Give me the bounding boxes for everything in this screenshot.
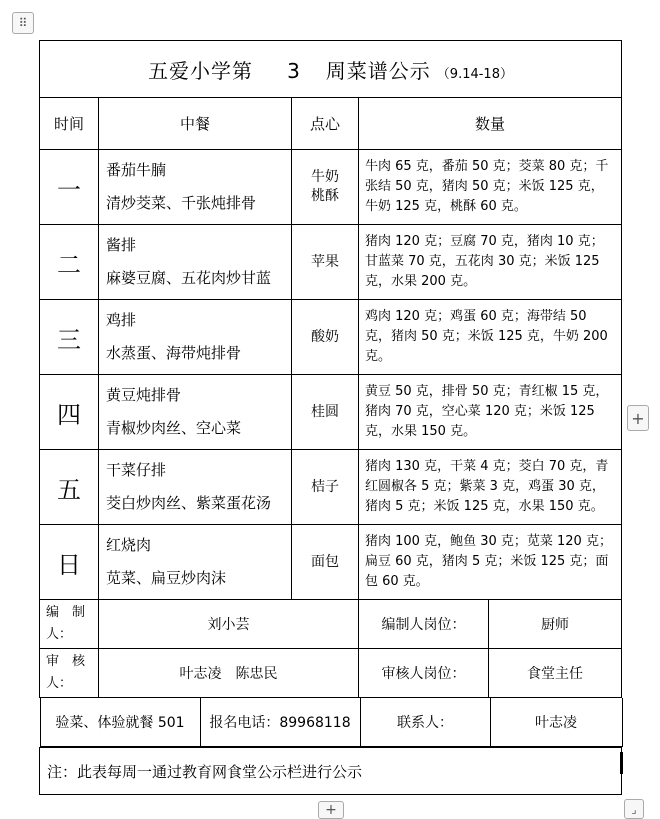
header-time[interactable]: 时间 xyxy=(40,98,99,150)
editor-label-bottom: 人： xyxy=(46,627,73,642)
side-dishes: 青椒炒肉丝、空心菜 xyxy=(106,419,242,437)
main-dish: 黄豆炖排骨 xyxy=(106,386,182,404)
qty-cell[interactable]: 鸡肉 120 克；鸡蛋 60 克；海带结 50 克，猪肉 50 克；米饭 125 克，牛奶 200 克。 xyxy=(359,300,622,375)
note-cell[interactable]: 注：此表每周一通过教育网食堂公示栏进行公示 xyxy=(40,748,622,795)
snack-cell[interactable]: 牛奶 桃酥 xyxy=(292,150,359,225)
lunch-cell[interactable] xyxy=(99,450,292,525)
table-row xyxy=(40,225,622,300)
snack-cell[interactable]: 酸奶 xyxy=(292,300,359,375)
qty-cell[interactable]: 牛肉 65 克，番茄 50 克；茭菜 80 克；千张结 50 克，猪肉 50 克；米饭 125 克，牛奶 125 克，桃酥 60 克。 xyxy=(359,150,622,225)
lunch-cell[interactable] xyxy=(99,300,292,375)
day-cell[interactable]: 二 xyxy=(40,225,99,300)
editor-label[interactable] xyxy=(40,600,99,649)
day-cell[interactable]: 四 xyxy=(40,375,99,450)
reviewer-post[interactable]: 食堂主任 xyxy=(489,649,622,698)
side-dishes: 清炒茭菜、千张炖排骨 xyxy=(106,194,257,212)
add-column-button[interactable] xyxy=(627,405,649,431)
resize-icon: ⌟ xyxy=(631,802,637,816)
header-lunch[interactable]: 中餐 xyxy=(99,98,292,150)
snack-cell[interactable]: 桂圆 xyxy=(292,375,359,450)
qty-cell[interactable]: 猪肉 130 克，干菜 4 克；茭白 70 克，青红圆椒各 5 克；紫菜 3 克，鸡蛋 30 克，猪肉 5 克；米饭 125 克，水果 150 克。 xyxy=(359,450,622,525)
main-dish: 红烧肉 xyxy=(106,536,152,554)
reviewer-names[interactable]: 叶志凌 陈忠民 xyxy=(99,649,359,698)
lunch-cell[interactable] xyxy=(99,525,292,600)
snack-cell[interactable]: 苹果 xyxy=(292,225,359,300)
table-move-handle[interactable] xyxy=(12,12,34,34)
table-row xyxy=(40,525,622,600)
table-row xyxy=(40,375,622,450)
table-resize-handle[interactable] xyxy=(624,799,644,819)
main-dish: 番茄牛腩 xyxy=(106,161,167,179)
editor-post-label[interactable]: 编制人岗位： xyxy=(359,600,489,649)
reviewer-label-bottom: 人： xyxy=(46,676,73,691)
side-dishes: 茭白炒肉丝、紫菜蛋花汤 xyxy=(106,494,272,512)
contact-row xyxy=(40,698,623,747)
plus-icon: + xyxy=(631,408,645,428)
text-cursor xyxy=(620,752,623,774)
qty-cell[interactable]: 猪肉 120 克；豆腐 70 克，猪肉 10 克；甘蓝菜 70 克，五花肉 30 克；米饭 125 克，水果 200 克。 xyxy=(359,225,622,300)
inspect-cell[interactable]: 验菜、体验就餐 501 xyxy=(40,698,200,747)
page-title: 五爱小学第 xyxy=(148,58,254,83)
move-handle-icon: ⠿ xyxy=(18,16,28,30)
table-row xyxy=(40,150,622,225)
side-dishes: 水蒸蛋、海带炖排骨 xyxy=(106,344,242,362)
side-dishes: 苋菜、扁豆炒肉沫 xyxy=(106,569,227,587)
header-qty[interactable]: 数量 xyxy=(359,98,622,150)
header-snack[interactable]: 点心 xyxy=(292,98,359,150)
snack-cell[interactable]: 面包 xyxy=(292,525,359,600)
date-range: （9.14-18） xyxy=(436,66,513,82)
editor-post[interactable]: 厨师 xyxy=(489,600,622,649)
plus-icon: + xyxy=(325,802,337,818)
editor-label-top: 编 制 xyxy=(46,605,86,620)
week-number: 3 xyxy=(287,58,300,83)
main-dish: 鸡排 xyxy=(106,311,137,329)
reviewer-label-top: 审 核 xyxy=(46,654,86,669)
side-dishes: 麻婆豆腐、五花肉炒甘蓝 xyxy=(106,269,272,287)
main-dish: 酱排 xyxy=(106,236,137,254)
title-suffix: 周菜谱公示 xyxy=(325,58,431,83)
lunch-cell[interactable] xyxy=(99,375,292,450)
snack-cell[interactable]: 桔子 xyxy=(292,450,359,525)
contact-label[interactable]: 联系人： xyxy=(360,698,490,747)
day-cell[interactable]: 三 xyxy=(40,300,99,375)
reviewer-post-label[interactable]: 审核人岗位： xyxy=(359,649,489,698)
day-cell[interactable]: 日 xyxy=(40,525,99,600)
table-row xyxy=(40,450,622,525)
main-dish: 干菜仔排 xyxy=(106,461,167,479)
title-cell[interactable] xyxy=(40,41,622,98)
lunch-cell[interactable] xyxy=(99,225,292,300)
day-cell[interactable]: 一 xyxy=(40,150,99,225)
day-cell[interactable]: 五 xyxy=(40,450,99,525)
add-row-button[interactable] xyxy=(318,801,344,819)
phone-cell[interactable]: 报名电话：89968118 xyxy=(200,698,360,747)
menu-table xyxy=(39,40,622,795)
table-row xyxy=(40,300,622,375)
editor-name[interactable]: 刘小芸 xyxy=(99,600,359,649)
lunch-cell[interactable] xyxy=(99,150,292,225)
qty-cell[interactable]: 猪肉 100 克，鲍鱼 30 克；苋菜 120 克；扁豆 60 克，猪肉 5 克；米饭 125 克；面包 60 克。 xyxy=(359,525,622,600)
qty-cell[interactable]: 黄豆 50 克，排骨 50 克；青红椒 15 克，猪肉 70 克，空心菜 120 克；米饭 125 克，水果 150 克。 xyxy=(359,375,622,450)
contact-name[interactable]: 叶志凌 xyxy=(490,698,622,747)
reviewer-label[interactable] xyxy=(40,649,99,698)
